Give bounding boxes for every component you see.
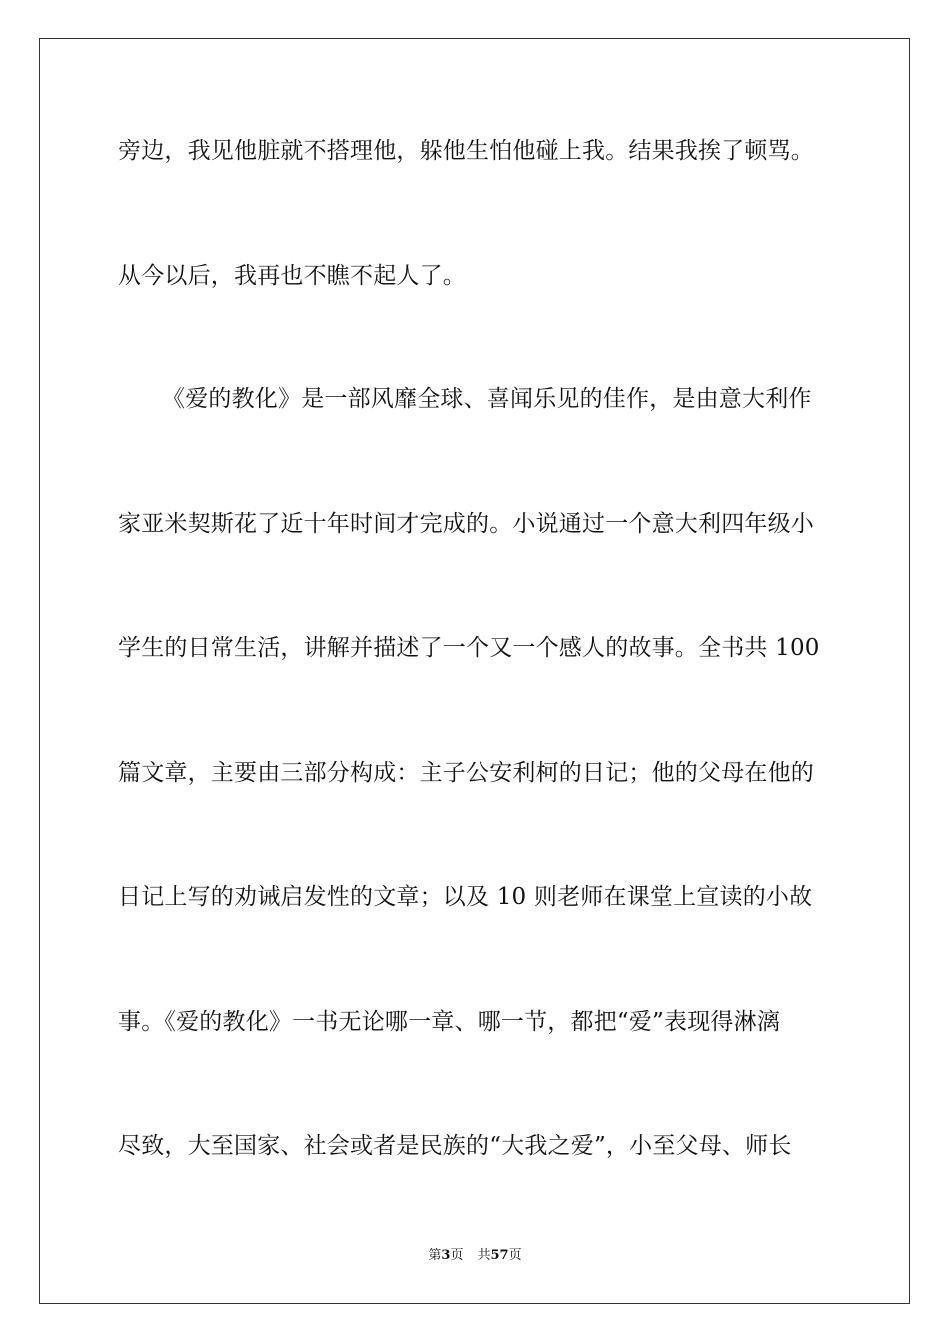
page-footer — [0, 1247, 950, 1265]
total-suffix: 页 — [508, 1248, 522, 1263]
total-prefix: 共 — [477, 1248, 491, 1263]
paragraph-line-6: 篇文章，主要由三部分构成：主子公安利柯的日记；他的父母在他的 — [118, 760, 814, 786]
paragraph-line-4: 家亚米契斯花了近十年时间才完成的。小说通过一个意大利四年级小 — [118, 511, 814, 537]
paragraph-line-2: 从今以后，我再也不瞧不起人了。 — [118, 263, 466, 289]
paragraph-line-1: 旁边，我见他脏就不搭理他，躲他生怕他碰上我。结果我挨了顿骂。 — [118, 138, 814, 164]
page-suffix: 页 — [450, 1248, 464, 1263]
page-prefix: 第 — [428, 1248, 442, 1263]
page-number: 3 — [441, 1248, 451, 1263]
paragraph-line-5: 学生的日常生活，讲解并描述了一个又一个感人的故事。全书共 100 — [118, 635, 820, 661]
paragraph-line-8: 事。《爱的教化》一书无论哪一章、哪一节，都把“爱”表现得淋漓 — [118, 1009, 781, 1035]
paragraph-line-3: 《爱的教化》是一部风靡全球、喜闻乐见的佳作，是由意大利作 — [162, 386, 812, 412]
page-border — [39, 38, 910, 1304]
paragraph-line-7: 日记上写的劝诫启发性的文章；以及 10 则老师在课堂上宣读的小故 — [118, 884, 813, 910]
total-pages: 57 — [490, 1248, 509, 1263]
paragraph-line-9: 尽致，大至国家、社会或者是民族的“大我之爱”，小至父母、师长 — [118, 1133, 792, 1159]
